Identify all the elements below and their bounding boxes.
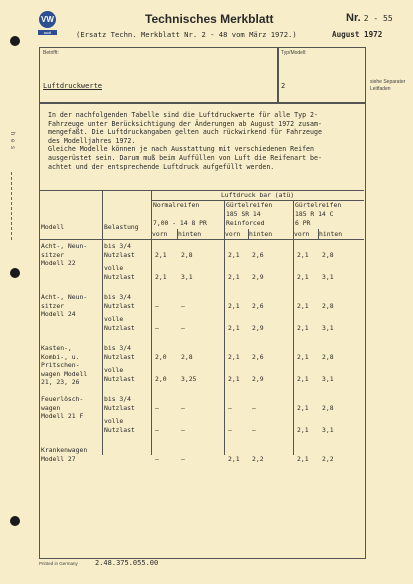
pressure-value: 2,1	[228, 352, 240, 361]
document-number	[346, 12, 393, 24]
pressure-value: –	[181, 403, 185, 412]
pressure-value: 2,2	[322, 454, 334, 463]
sub-header: vorn	[152, 230, 168, 238]
pressure-value: –	[155, 454, 159, 463]
pressure-value: 3,1	[322, 323, 334, 332]
col-belastung: Belastung	[104, 223, 139, 231]
model-name: wagen	[41, 403, 61, 412]
pressure-value: 2,6	[252, 250, 264, 259]
load-label: Nutzlast	[104, 403, 135, 412]
pressure-value: –	[252, 403, 256, 412]
pressure-value: 2,1	[297, 301, 309, 310]
pressure-value: 2,8	[181, 352, 193, 361]
model-name: sitzer	[41, 301, 65, 310]
pressure-value: 2,1	[228, 250, 240, 259]
pressure-value: 2,1	[228, 272, 240, 281]
sub-header: vorn	[225, 230, 241, 238]
pressure-value: 2,1	[297, 403, 309, 412]
load-label: Nutzlast	[104, 352, 135, 361]
pressure-value: –	[181, 301, 185, 310]
load-label: Nutzlast	[104, 250, 135, 259]
model-name: Modell 27	[41, 454, 76, 463]
load-label: Nutzlast	[104, 425, 135, 434]
tire-group-header: Normalreifen	[153, 201, 200, 209]
pressure-value: –	[181, 425, 185, 434]
pressure-value: –	[228, 425, 232, 434]
betrifft-value: Luftdruckwerte	[43, 82, 103, 90]
intro-line: achtet und der entsprechende Luftdruck aufgefüllt werden.	[48, 162, 275, 171]
punch-hole	[10, 516, 20, 526]
sub-header: vorn	[294, 230, 310, 238]
pressure-value: 2,1	[297, 454, 309, 463]
footer-code: 2.48.375.055.00	[95, 559, 159, 567]
vw-logo: VW	[39, 11, 56, 28]
pressure-value: 3,1	[322, 272, 334, 281]
side-note: siehe Separater Leitfaden	[370, 79, 406, 92]
pressure-value: –	[181, 323, 185, 332]
load-label: volle	[104, 366, 124, 374]
intro-line: ausgerüstet sein. Darum muß beim Auffüllen von Luft die Reifenart be-	[48, 153, 322, 162]
model-name: 21, 23, 26	[41, 378, 80, 387]
tire-group-header: Reinforced	[226, 219, 265, 227]
tire-group-header: 6 PR	[295, 219, 311, 227]
load-label: Nutzlast	[104, 374, 135, 383]
model-name: Pritschen-	[41, 361, 80, 370]
pressure-value: 2,8	[322, 301, 334, 310]
pressure-value: 2,9	[252, 272, 264, 281]
sub-header: hinten	[249, 230, 273, 238]
load-label: volle	[104, 264, 124, 272]
pressure-value: 3,1	[322, 374, 334, 383]
subject-box	[39, 47, 279, 104]
model-name: wagen Modell	[41, 369, 88, 378]
document-title: Technisches Merkblatt	[145, 12, 274, 26]
pressure-value: 2,1	[228, 301, 240, 310]
main-header: Luftdruck bar (atü)	[220, 191, 295, 199]
model-name: Modell 21 F	[41, 412, 84, 421]
tire-group-header: Gürtelreifen	[295, 201, 342, 209]
pressure-value: –	[155, 323, 159, 332]
model-name: Acht-, Neun-	[41, 242, 88, 250]
pressure-value: 2,8	[322, 403, 334, 412]
pressure-value: 2,0	[155, 374, 167, 383]
pressure-value: 2,1	[297, 323, 309, 332]
pressure-value: 2,1	[297, 425, 309, 434]
pressure-value: 2,1	[297, 352, 309, 361]
model-name: sitzer	[41, 250, 65, 259]
pressure-value: 2,6	[252, 301, 264, 310]
tire-group-header: 7,00 - 14 8 PR	[153, 219, 207, 227]
pressure-value: 2,8	[181, 250, 193, 259]
pressure-value: 3,1	[322, 425, 334, 434]
nr-value: 2 - 55	[363, 14, 393, 23]
intro-line: In der nachfolgenden Tabelle sind die Luftdruckwerte für alle Typ 2-	[48, 111, 318, 119]
pressure-value: 2,1	[297, 374, 309, 383]
load-label: Nutzlast	[104, 323, 135, 332]
pressure-value: –	[181, 454, 185, 463]
load-label: volle	[104, 417, 124, 425]
pressure-value: 2,1	[228, 374, 240, 383]
pressure-value: 2,8	[322, 352, 334, 361]
document-date: August 1972	[332, 30, 383, 39]
pressure-value: 2,1	[297, 272, 309, 281]
tire-group-header: 185 SR 14	[226, 210, 261, 218]
pressure-table	[39, 190, 364, 463]
intro-line: mengefaßt. Die Luftdruckangaben gelten auch rückwirkend für Fahrzeuge	[48, 128, 322, 137]
intro-line: Gleiche Modelle können je nach Ausstattung mit verschiedenen Reifen	[48, 145, 314, 154]
intro-text	[48, 111, 360, 171]
replacement-note: (Ersatz Techn. Merkblatt Nr. 2 - 48 vom März 1972.)	[76, 30, 297, 39]
table-rule	[39, 239, 364, 240]
typ-label: Typ/Modell:	[281, 50, 307, 56]
pressure-value: –	[155, 403, 159, 412]
model-name: Modell 22	[41, 259, 76, 268]
typ-value: 2	[281, 82, 286, 90]
intro-line: des Modelljahres 1972.	[48, 136, 136, 145]
nr-label: Nr.	[346, 12, 361, 24]
model-name: Krankenwagen	[41, 446, 88, 454]
tire-group-header: 185 R 14 C	[295, 210, 334, 218]
model-name: Acht-, Neun-	[41, 293, 88, 301]
pressure-value: –	[155, 425, 159, 434]
pressure-value: 2,0	[155, 352, 167, 361]
pressure-value: 2,2	[252, 454, 264, 463]
pressure-value: –	[228, 403, 232, 412]
sub-header: hinten	[319, 230, 343, 238]
pressure-value: 2,9	[252, 323, 264, 332]
load-label: bis 3/4	[104, 395, 131, 403]
load-label: volle	[104, 315, 124, 323]
pressure-value: 3,25	[181, 374, 197, 383]
table-rule	[102, 190, 103, 455]
load-label: bis 3/4	[104, 293, 131, 301]
model-box	[277, 47, 366, 104]
pressure-value: 2,1	[155, 272, 167, 281]
pressure-value: 3,1	[181, 272, 193, 281]
intro-line: Fahrzeuge unter Berücksichtigung der Änderungen ab August 1972 zusam-	[48, 119, 322, 128]
model-name: Feuerlösch-	[41, 395, 84, 403]
margin-label: h e s	[9, 132, 15, 151]
punch-hole	[10, 268, 20, 278]
pressure-value: –	[252, 425, 256, 434]
pressure-value: –	[155, 301, 159, 310]
pressure-value: 2,9	[252, 374, 264, 383]
pressure-value: 2,6	[252, 352, 264, 361]
punch-hole	[10, 36, 20, 46]
pressure-value: 2,1	[228, 454, 240, 463]
pressure-value: 2,8	[322, 250, 334, 259]
load-label: Nutzlast	[104, 272, 135, 281]
col-modell: Modell	[41, 223, 65, 231]
audi-logo: audi	[38, 30, 57, 35]
tire-group-header: Gürtelreifen	[226, 201, 273, 209]
betrifft-label: Betrifft:	[43, 50, 59, 56]
load-label: Nutzlast	[104, 301, 135, 310]
load-label: bis 3/4	[104, 344, 131, 352]
sub-header: hinten	[178, 230, 202, 238]
printed-note: Printed in Germany	[39, 561, 78, 566]
model-name: Kasten-,	[41, 344, 72, 352]
pressure-value: 2,1	[228, 323, 240, 332]
pressure-value: 2,1	[297, 250, 309, 259]
pressure-value: 2,1	[155, 250, 167, 259]
margin-ruler	[11, 172, 12, 240]
load-label: bis 3/4	[104, 242, 131, 250]
model-name: Modell 24	[41, 310, 76, 319]
model-name: Kombi-, u.	[41, 352, 80, 361]
